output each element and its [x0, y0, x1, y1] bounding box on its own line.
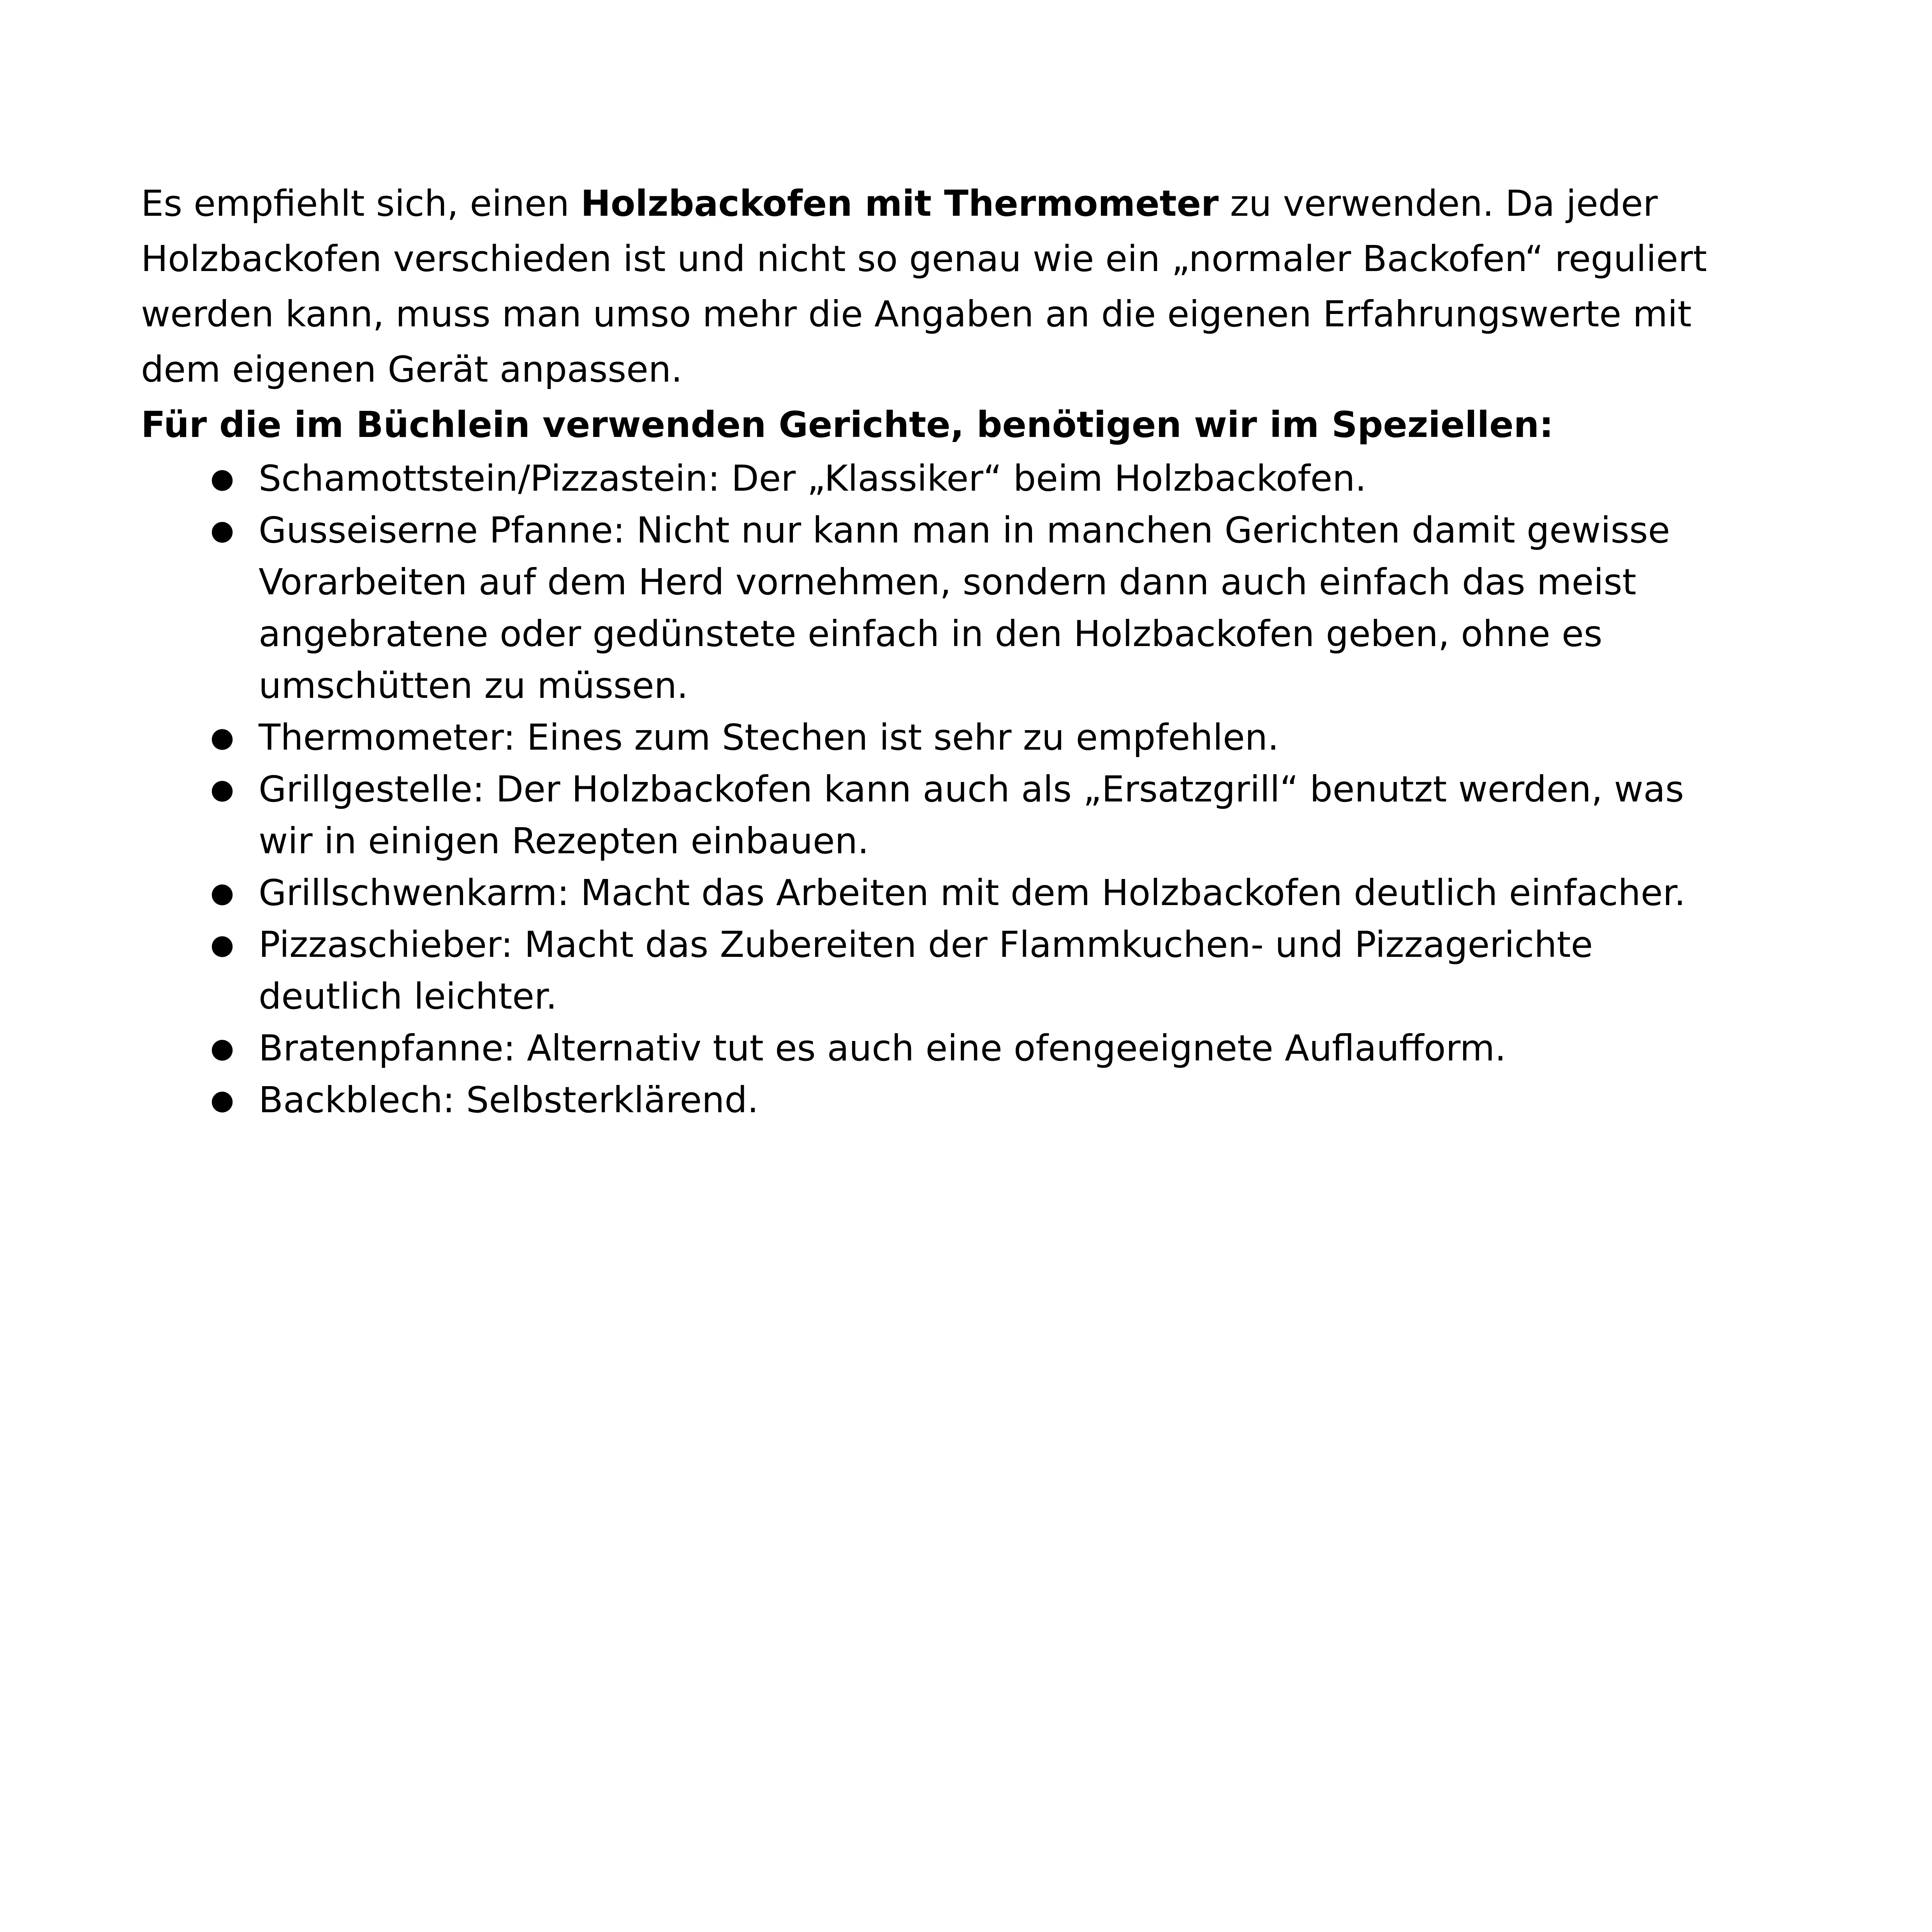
- list-item-text: Gusseiserne Pfanne: Nicht nur kann man in manchen Gerichten damit gewisse Vorarbeiten auf dem Herd vornehmen, sondern dann auch einfach das meist angebratene oder gedünstete einfach in den Holzbackofen geben, ohne es umschütten zu müssen.: [259, 509, 1670, 706]
- list-item-text: Thermometer: Eines zum Stechen ist sehr zu empfehlen.: [259, 717, 1279, 758]
- intro-bold-phrase: Holzbackofen mit Thermometer: [581, 183, 1219, 224]
- list-item-text: Grillgestelle: Der Holzbackofen kann auch als „Ersatzgrill“ benutzt werden, was wir in einigen Rezepten einbauen.: [259, 768, 1684, 862]
- bullet-icon: ●: [210, 928, 234, 960]
- bullet-icon: ●: [210, 1084, 234, 1116]
- list-item-text: Schamottstein/Pizzastein: Der „Klassiker“ beim Holzbackofen.: [259, 458, 1367, 499]
- list-item-text: Pizzaschieber: Macht das Zubereiten der Flammkuchen- und Pizzagerichte deutlich leichter.: [259, 924, 1593, 1017]
- list-item: [141, 1022, 1738, 1074]
- list-item: [141, 712, 1738, 763]
- bullet-icon: ●: [210, 462, 234, 494]
- list-item: [141, 763, 1738, 867]
- list-item: [141, 867, 1738, 919]
- document-body: [141, 176, 1738, 1126]
- equipment-heading: Für die im Büchlein verwenden Gerichte, benötigen wir im Speziellen:: [141, 404, 1553, 446]
- list-item: [141, 919, 1738, 1022]
- list-item-text: Bratenpfanne: Alternativ tut es auch eine ofengeeignete Auflaufform.: [259, 1027, 1506, 1069]
- intro-paragraph: [141, 176, 1738, 397]
- bullet-icon: ●: [210, 514, 234, 546]
- list-item-text: Grillschwenkarm: Macht das Arbeiten mit dem Holzbackofen deutlich einfacher.: [259, 872, 1686, 914]
- list-item: [141, 1074, 1738, 1126]
- list-item: [141, 453, 1738, 504]
- intro-text-end: zu verwenden. Da jeder Holzbackofen verschieden ist und nicht so genau wie ein „normaler Backofen“ reguliert werden kann, muss man umso mehr die Angaben an die eigenen Erfahrungswerte mit dem eigenen Gerät anpassen.: [141, 183, 1707, 390]
- intro-text-start: Es empfiehlt sich, einen: [141, 183, 581, 224]
- bullet-icon: ●: [210, 773, 234, 805]
- bullet-icon: ●: [210, 877, 234, 909]
- list-item-text: Backblech: Selbsterklärend.: [259, 1079, 759, 1121]
- equipment-list: [141, 453, 1738, 1126]
- bullet-icon: ●: [210, 1032, 234, 1064]
- bullet-icon: ●: [210, 721, 234, 753]
- list-item: [141, 504, 1738, 712]
